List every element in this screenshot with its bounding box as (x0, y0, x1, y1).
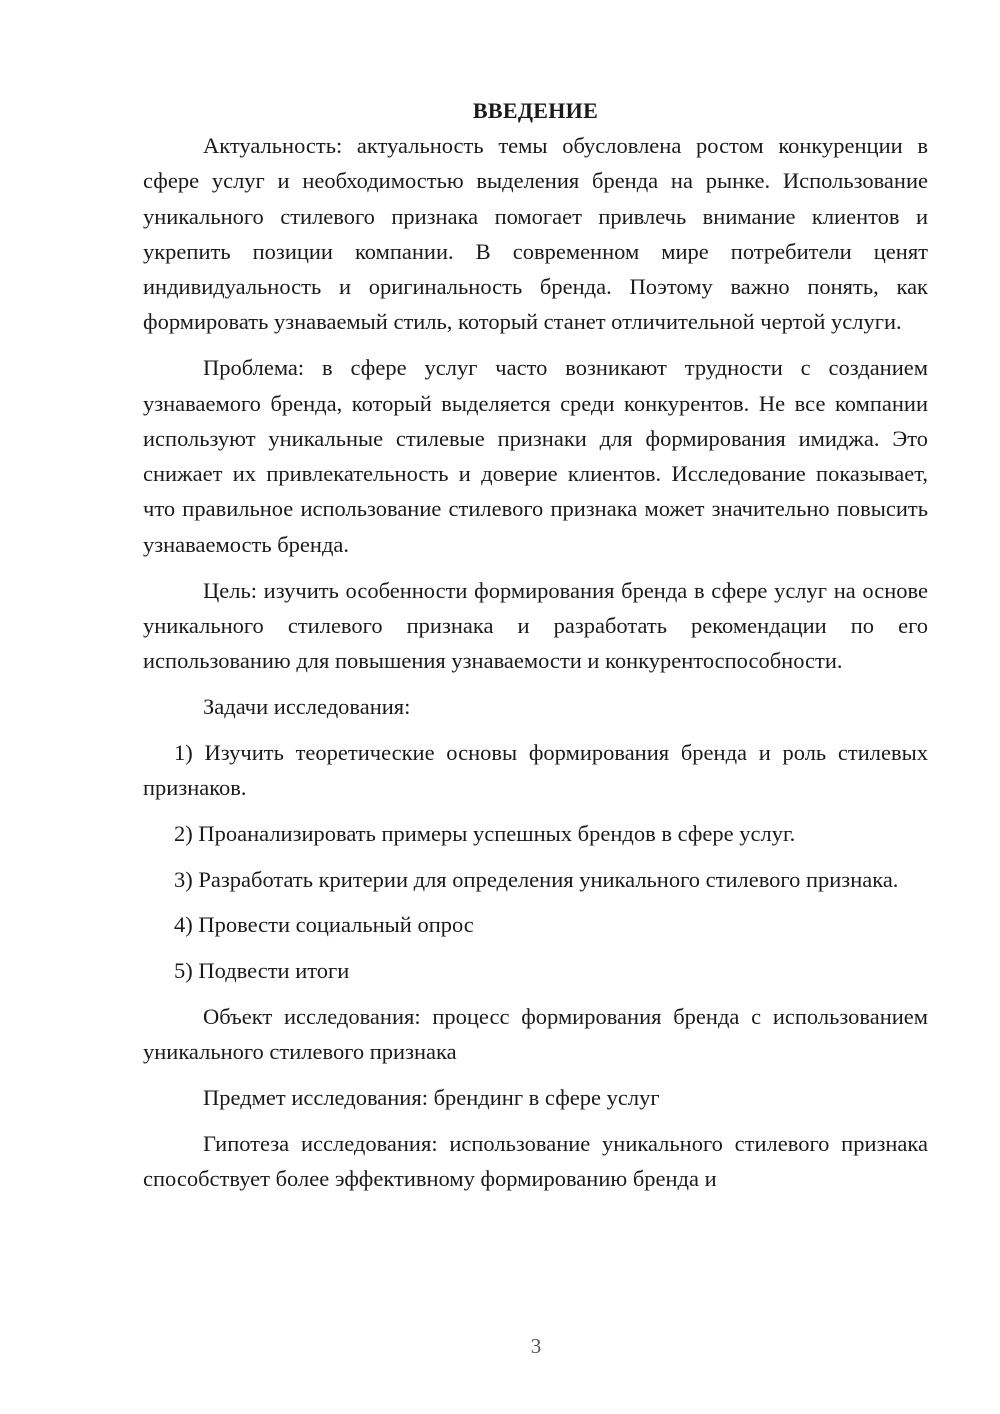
task-item-5: 5) Подвести итоги (174, 958, 350, 984)
task-item-4: 4) Провести социальный опрос (174, 912, 474, 938)
subject-paragraph: Предмет исследования: брендинг в сфере услуг (203, 1085, 660, 1111)
object-paragraph: Объект исследования: процесс формирования бренда с использованием уникального стилевого признака (143, 1004, 928, 1065)
document-body (143, 93, 928, 1207)
task-item-2: 2) Проанализировать примеры успешных брендов в сфере услуг. (174, 820, 796, 846)
page-number: 3 (530, 1334, 542, 1358)
section-title: ВВЕДЕНИЕ (472, 98, 599, 123)
problem-paragraph: Проблема: в сфере услуг часто возникают трудности с созданием узнаваемого бренда, который выделяется среди конкурентов. Не все компании используют уникальные стилевые признаки для формирования имиджа. Это снижает их привлекательность и доверие клиентов. Исследование показывает, что правильное использование стилевого признака может значительно повысить узнаваемость бренда. (143, 355, 928, 557)
tasks-heading: Задачи исследования: (203, 693, 411, 719)
goal-paragraph: Цель: изучить особенности формирования бренда в сфере услуг на основе уникального стилевого признака и разработать рекомендации по его использованию для повышения узнаваемости и конкурентоспособности. (143, 577, 928, 674)
relevance-paragraph: Актуальность: актуальность темы обусловлена ростом конкуренции в сфере услуг и необходимостью выделения бренда на рынке. Использование уникального стилевого признака помогает привлечь внимание клиентов и укрепить позиции компании. В современном мире потребители ценят индивидуальность и оригинальность бренда. Поэтому важно понять, как формировать узнаваемый стиль, который станет отличительной чертой услуги. (143, 133, 928, 335)
hypothesis-paragraph: Гипотеза исследования: использование уникального стилевого признака способствует более эффективному формированию бренда и (143, 1130, 928, 1192)
task-item-1: 1) Изучить теоретические основы формирования бренда и роль стилевых признаков. (143, 739, 928, 801)
task-item-3: 3) Разработать критерии для определения уникального стилевого признака. (174, 866, 899, 892)
